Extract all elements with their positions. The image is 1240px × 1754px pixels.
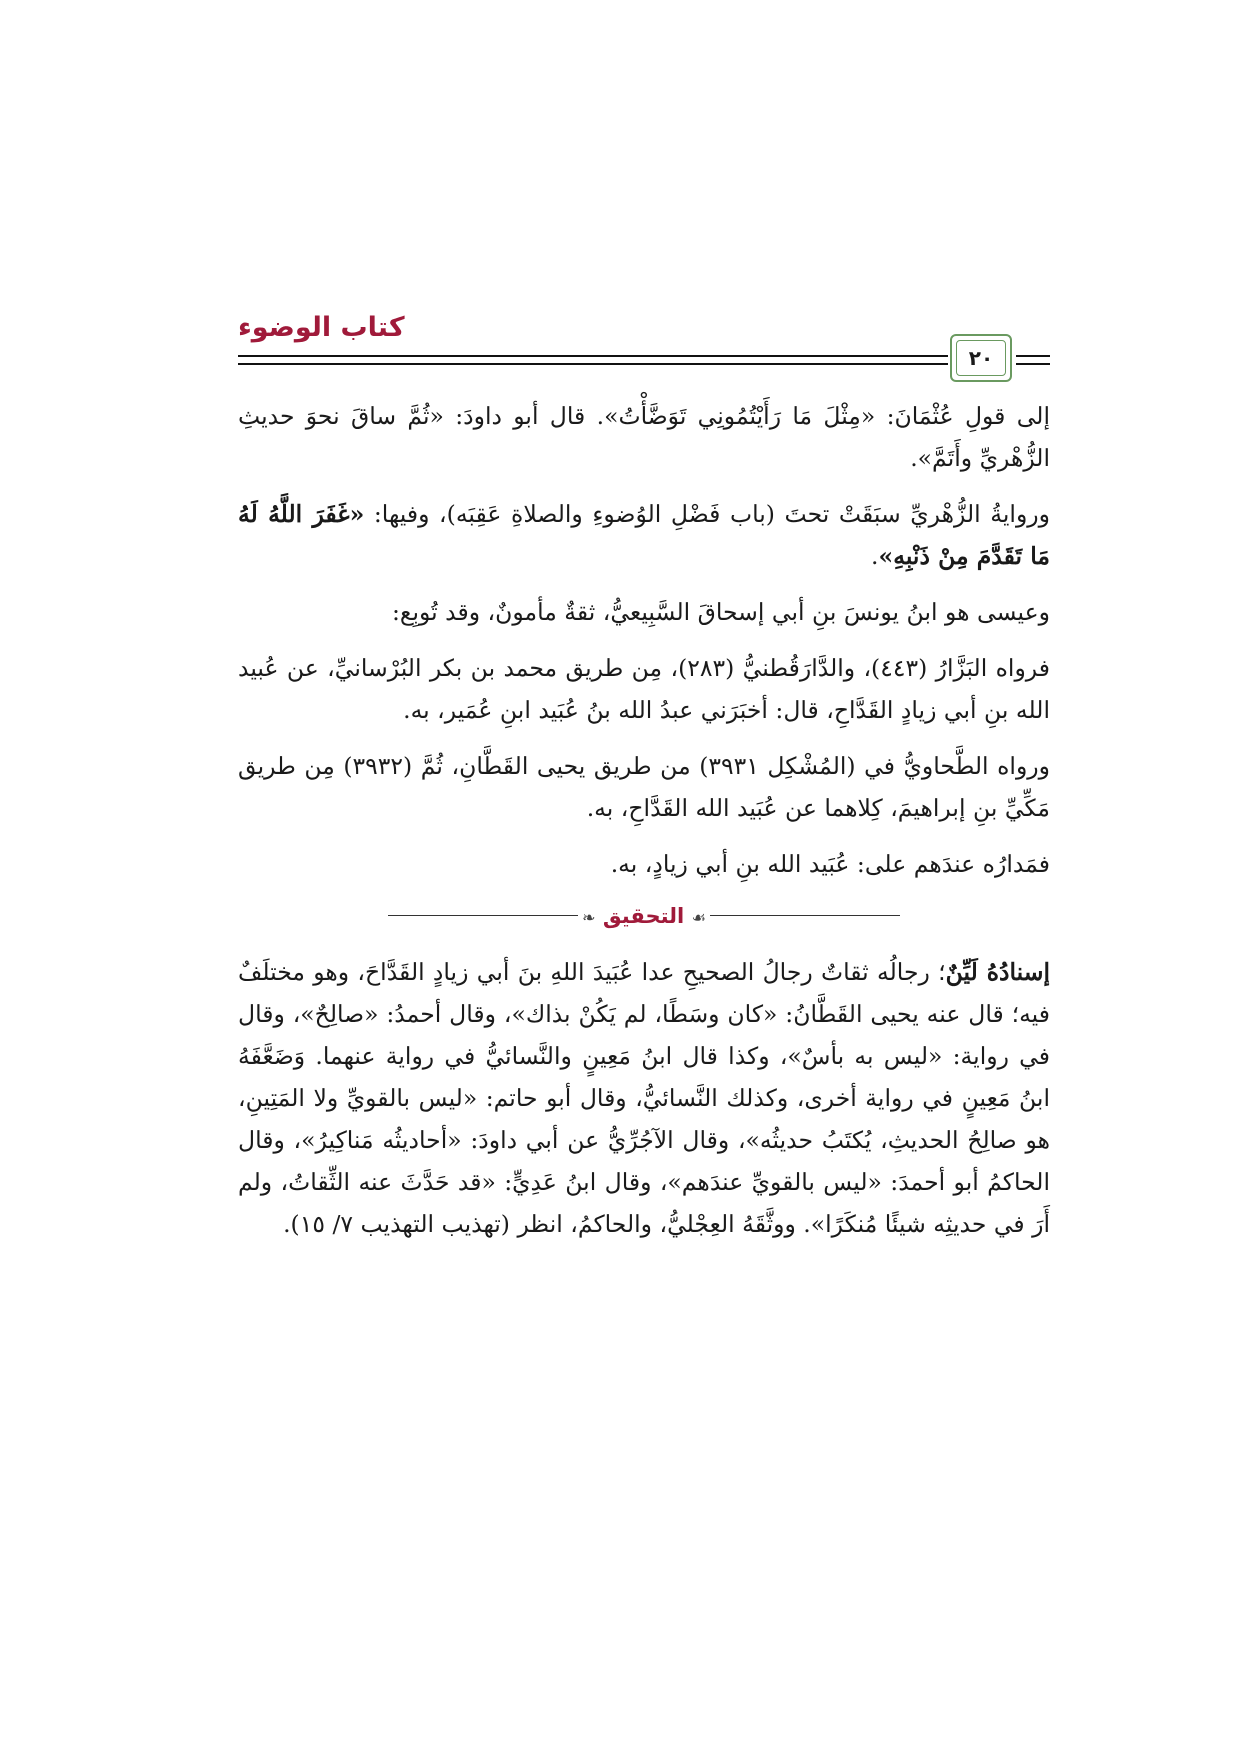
page-number: ٢٠ <box>968 346 994 370</box>
paragraph: ورواه الطَّحاويُّ في (المُشْكِل ٣٩٣١) من طريق يحيى القَطَّانِ، ثُمَّ (٣٩٣٢) مِن طريق مَكِّيِّ بنِ إبراهيمَ، كِلاهما عن عُبَيد الله القَدَّاحِ، به. <box>238 752 1050 822</box>
header-rule <box>238 363 948 365</box>
hadith-quote: «غَفَرَ اللَّهُ لَهُ مَا تَقَدَّمَ مِنْ ذَنْبِهِ» <box>238 500 1050 570</box>
main-text <box>238 395 1050 1259</box>
paragraph-end: . <box>871 542 879 570</box>
book-title: كتاب الوضوء <box>238 312 405 343</box>
header-rule <box>1016 355 1050 357</box>
paragraph-text: وروايةُ الزُّهْريِّ سبَقَتْ تحتَ (باب فَضْلِ الوُضوءِ والصلاةِ عَقِبَه)، وفيها: <box>364 500 1050 528</box>
page-number-frame <box>950 334 1012 382</box>
isnad-verdict: إسنادُهُ لَيِّنٌ <box>945 958 1050 986</box>
paragraph <box>238 493 1050 577</box>
ornament-icon: ❧ <box>582 908 596 927</box>
page-header <box>238 312 1050 382</box>
header-rule <box>238 355 948 357</box>
section-heading <box>238 899 1050 935</box>
header-rule <box>1016 363 1050 365</box>
paragraph: فرواه البَزَّارُ (٤٤٣)، والدَّارَقُطنيُّ (٢٨٣)، مِن طريق محمد بن بكر البُرْسانيِّ، عن عُبيد الله بنِ أبي زيادٍ القَدَّاحِ، قال: أخبَرَني عبدُ الله بنُ عُبَيد ابنِ عُمَير، به. <box>238 654 1050 724</box>
paragraph: وعيسى هو ابنُ يونسَ بنِ أبي إسحاقَ السَّبِيعيُّ، ثقةٌ مأمونٌ، وقد تُوبِع: <box>392 598 1050 626</box>
section-title: التحقيق <box>602 904 685 928</box>
tahqiq-paragraph <box>238 951 1050 1245</box>
section-divider <box>238 899 1050 933</box>
ornament-icon: ☙ <box>691 908 706 927</box>
paragraph: إلى قولِ عُثْمَانَ: «مِثْلَ مَا رَأَيْتُمُونِي تَوَضَّأْتُ». قال أبو داودَ: «ثُمَّ ساقَ نحوَ حديثِ الزُّهْريِّ وأَتَمَّ». <box>238 402 1050 472</box>
paragraph: فمَدارُه عندَهم على: عُبَيد الله بنِ أبي زيادٍ، به. <box>610 850 1050 878</box>
tahqiq-text: ؛ رجالُه ثقاتٌ رجالُ الصحيحِ عدا عُبَيدَ اللهِ بنَ أبي زيادٍ القَدَّاحَ، وهو مختلَفٌ فيه؛ قال عنه يحيى القَطَّانُ: «كان وسَطًا، لم يَكُنْ بذاك»، وقال أحمدُ: «صالِحٌ»، وقال في رواية: «ليس به بأسٌ»، وكذا قال ابنُ مَعِينٍ والنَّسائيُّ في رواية عنهما. وَضَعَّفَهُ ابنُ مَعِينٍ في رواية أخرى، وكذلك النَّسائيُّ، وقال أبو حاتم: «ليس بالقويِّ ولا المَتِينِ، هو صالِحُ الحديثِ، يُكتَبُ حديثُه»، وقال الآجُرِّيُّ عن أبي داودَ: «أحاديثُه مَناكِيرُ»، وقال الحاكمُ أبو أحمدَ: «ليس بالقويِّ عندَهم»، وقال ابنُ عَدِيٍّ: «قد حَدَّثَ عنه الثِّقاتُ، ولم أَرَ في حديثِه شيئًا مُنكَرًا». ووثَّقَهُ العِجْليُّ، والحاكمُ، انظر (تهذيب التهذيب ٧/ ١٥). <box>238 958 1050 1238</box>
